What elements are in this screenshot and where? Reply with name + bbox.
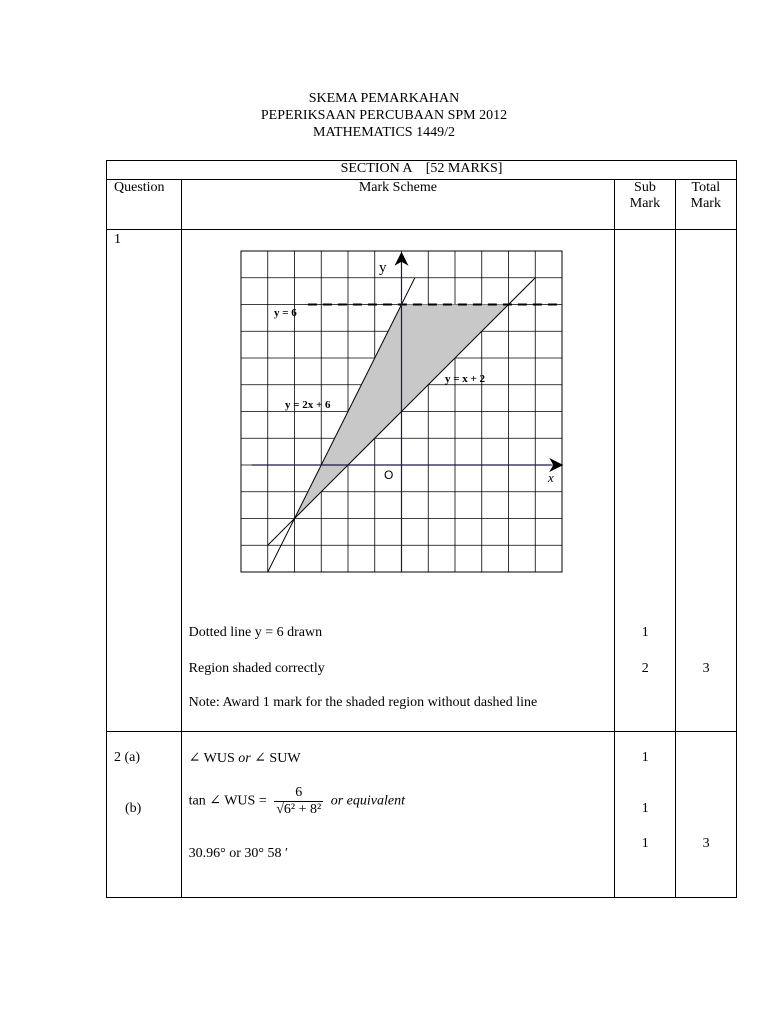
col-total-mark <box>675 180 736 230</box>
mark-scheme-table <box>106 160 737 898</box>
q2a-mark: 1 <box>641 750 649 765</box>
doc-subject: MATHEMATICS 1449/2 <box>313 125 455 140</box>
q2b-lhs: tan ∠ WUS = <box>188 793 267 809</box>
origin-label: O <box>383 468 393 482</box>
q1-item-1-mark: 1 <box>641 625 649 640</box>
q2b-denominator: √6² + 8² <box>276 802 322 817</box>
question-2a-number: 2 (a) <box>114 750 141 765</box>
col-total-label-1: Total <box>691 180 721 195</box>
q2a-answer <box>189 750 301 767</box>
q2b-working-mark: 1 <box>641 801 649 816</box>
q2a-option-1: ∠ WUS <box>188 751 235 766</box>
q2a-or: or <box>238 751 251 766</box>
col-sub-mark <box>615 180 675 230</box>
q2b-fraction <box>274 785 323 818</box>
question-1-number: 1 <box>114 232 121 247</box>
label-y6: y = 6 <box>273 307 297 319</box>
q2b-working <box>189 785 405 818</box>
doc-subtitle: PEPERIKSAAN PERCUBAAN SPM 2012 <box>260 108 508 123</box>
q1-item-1: Dotted line y = 6 drawn <box>188 625 323 640</box>
q2b-or-equivalent: or equivalent <box>330 793 405 809</box>
q1-note: Note: Award 1 mark for the shaded region without dashed line <box>188 695 538 710</box>
q1-item-2: Region shaded correctly <box>188 661 325 676</box>
x-axis-label: x <box>547 470 554 485</box>
q1-item-2-mark: 2 <box>641 661 649 676</box>
col-total-label-2: Mark <box>690 196 721 211</box>
question-2b-number: (b) <box>125 801 142 816</box>
header-row <box>107 180 737 230</box>
doc-title: SKEMA PEMARKAHAN <box>308 91 460 106</box>
question-2-row <box>107 732 737 898</box>
y-axis-label: y <box>378 260 387 276</box>
q2b-answer: 30.96° or 30° 58 ′ <box>188 846 289 861</box>
question-1-row <box>107 230 737 732</box>
line-y-2x-plus-6 <box>267 278 414 572</box>
q2-total-mark: 3 <box>702 836 710 851</box>
col-sub-label-2: Mark <box>629 196 661 211</box>
q2a-option-2: ∠ SUW <box>254 751 301 766</box>
section-title: SECTION A [52 MARKS] <box>107 161 737 180</box>
label-line-a: y = x + 2 <box>444 373 485 385</box>
q2b-answer-mark: 1 <box>641 836 649 851</box>
section-row <box>107 161 737 180</box>
col-question: Question <box>107 180 182 230</box>
col-mark-scheme: Mark Scheme <box>181 180 615 230</box>
q1-graph <box>182 230 622 590</box>
q1-total-mark: 3 <box>702 661 710 676</box>
col-sub-label-1: Sub <box>634 180 656 195</box>
label-line-b: y = 2x + 6 <box>284 399 331 411</box>
q2b-numerator: 6 <box>274 785 323 802</box>
